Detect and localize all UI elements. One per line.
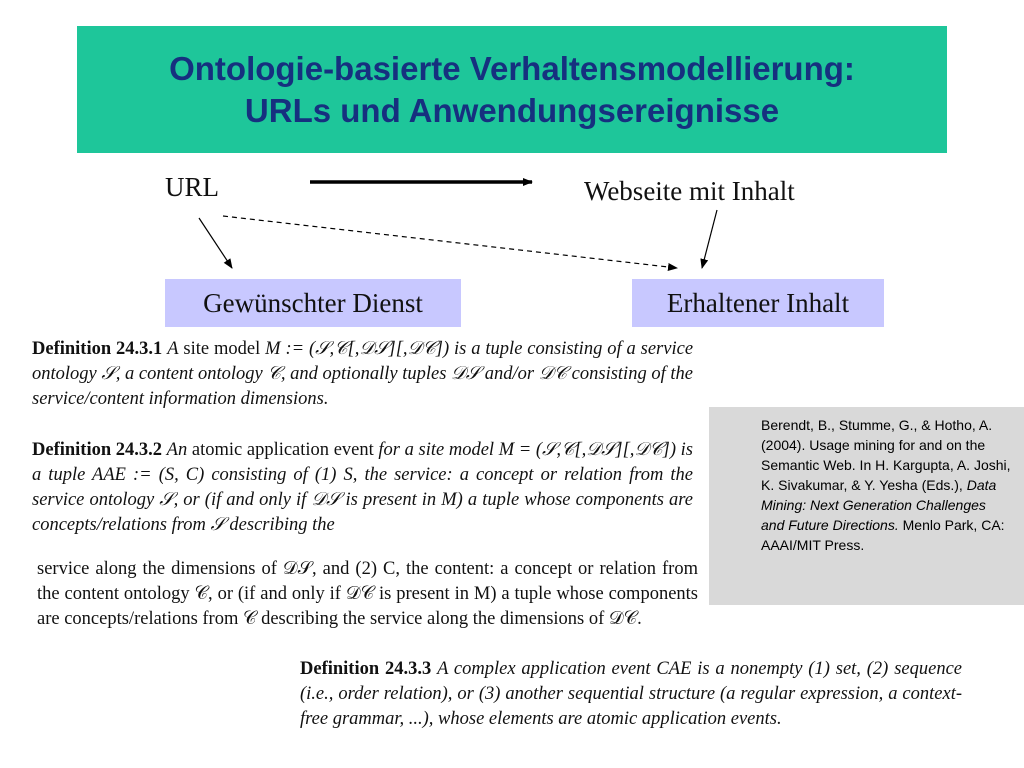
- definition-2-continuation: service along the dimensions of 𝒟𝒮, and (2) C, the content: a concept or relation from the content ontology 𝒞, or (if and only if 𝒟𝒞 is present in M) a tuple whose components are concepts/relations from 𝒞 describing the service along the dimensions of 𝒟𝒞.: [37, 559, 698, 629]
- reference-publisher: Menlo Park, CA: AAAI/MIT Press.: [761, 517, 1005, 553]
- reference-box: [709, 407, 1024, 605]
- slide-title-line-2: URLs und Anwendungsereignisse: [244, 91, 780, 129]
- definition-1-lead: A: [167, 339, 179, 359]
- requested-service-box: [165, 279, 461, 327]
- definition-2-label: Definition 24.3.2: [32, 440, 163, 460]
- received-content-box: [632, 279, 884, 327]
- requested-service-label: Gewünschter Dienst: [203, 287, 423, 318]
- url-to-service-arrow: [199, 218, 232, 268]
- url-to-content-dashed-arrow: [223, 216, 677, 268]
- definition-1-body: M := (𝒮,𝒞[,𝒟𝒮][,𝒟𝒞]) is a tuple consisting of a service ontology 𝒮, a content ontology 𝒞, and optionally tuples 𝒟𝒮 and/or 𝒟𝒞 consisting of the service/content information dimensions.: [32, 339, 694, 409]
- reference-book-title: Data Mining: Next Generation Challenges and Future Directions.: [761, 477, 997, 533]
- url-label: URL: [165, 172, 219, 202]
- definition-3: [300, 657, 962, 732]
- definition-1-label: Definition 24.3.1: [32, 339, 163, 359]
- definition-1-term: site model: [183, 339, 261, 359]
- definition-1: [32, 337, 693, 412]
- slide-title-line-1: Ontologie-basierte Verhaltensmodellierung:: [169, 49, 855, 87]
- webpage-to-content-arrow: [702, 210, 717, 268]
- definition-2-lead: An: [166, 440, 188, 460]
- reference-citation: [761, 415, 1011, 555]
- webpage-label: Webseite mit Inhalt: [584, 176, 795, 206]
- definition-3-body: A complex application event CAE is a nonempty (1) set, (2) sequence (i.e., order relation), or (3) another sequential structure (a regular expression, a context-free grammar, ...), whose elements are atomic application events.: [300, 659, 962, 729]
- definition-2-term: atomic application event: [191, 440, 374, 460]
- definition-2-body: for a site model M = (𝒮,𝒞[,𝒟𝒮][,𝒟𝒞]) is a tuple AAE := (S, C) consisting of (1) S, the service: a concept or relation from the service ontology 𝒮, or (if and only if 𝒟𝒮 is present in M) a tuple whose components are concepts/relations from 𝒮 describing the: [32, 440, 693, 535]
- definition-3-label: Definition 24.3.3: [300, 659, 432, 679]
- reference-authors: Berendt, B., Stumme, G., & Hotho, A. (2004). Usage mining for and on the Semantic Web. In H. Kargupta, A. Joshi, K. Sivakumar, & Y. Yesha (Eds.),: [761, 417, 1011, 493]
- received-content-label: Erhaltener Inhalt: [666, 287, 850, 318]
- definition-2: [32, 438, 693, 538]
